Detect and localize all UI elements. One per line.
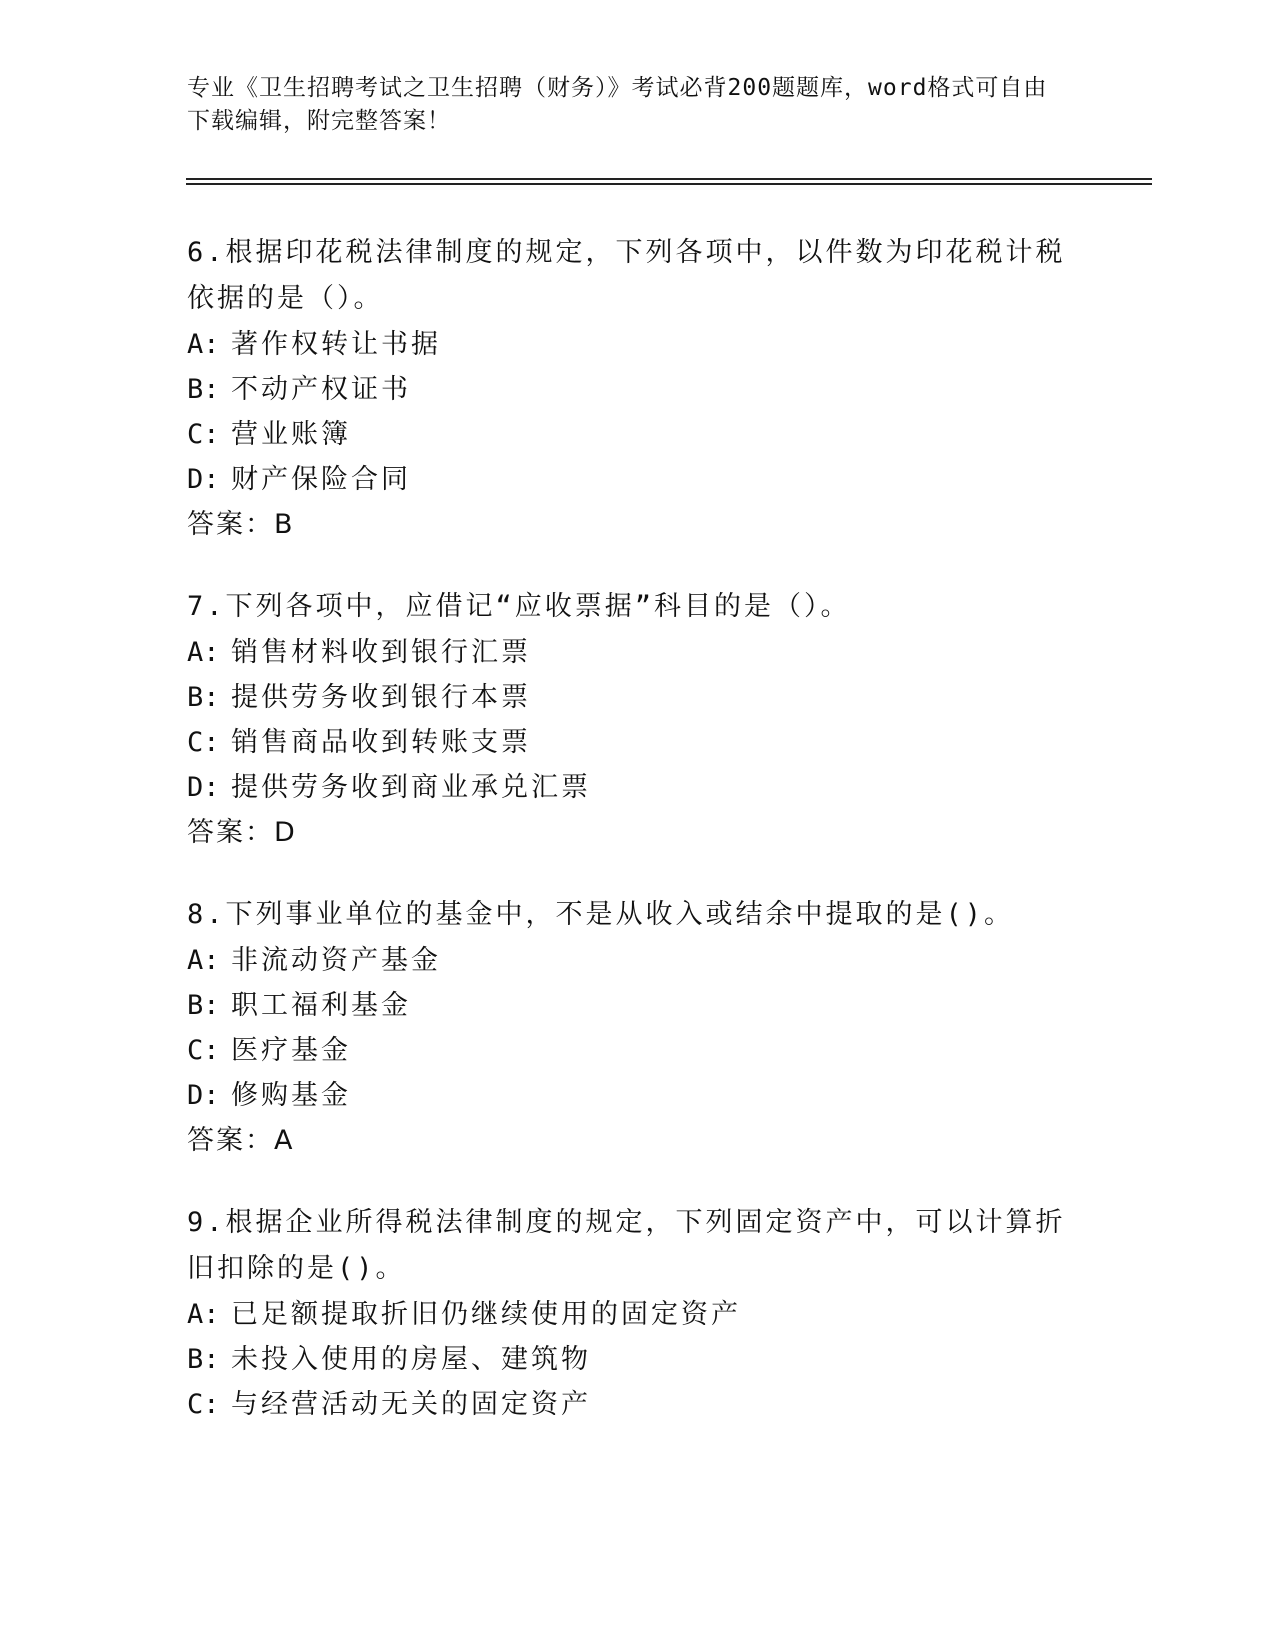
option-b [187,1337,1067,1382]
option-a [187,1292,1067,1337]
answer: 答案：D [187,817,297,848]
option-a [187,322,1067,367]
option-letter: B: [187,990,220,1021]
option-text: 不动产权证书 [231,374,411,405]
option-d [187,457,1067,502]
option-text: 医疗基金 [231,1035,351,1066]
option-letter: A: [187,1299,220,1330]
option-a [187,938,1067,983]
option-letter: D: [187,1080,220,1111]
option-text: 营业账簿 [231,419,351,450]
option-text: 提供劳务收到商业承兑汇票 [231,772,591,803]
option-letter: C: [187,1389,220,1420]
header-title: 专业《卫生招聘考试之卫生招聘（财务）》考试必背200题题库，word格式可自由下载编辑，附完整答案！ [187,75,1048,134]
option-letter: A: [187,329,220,360]
option-letter: B: [187,374,220,405]
option-c [187,720,1067,765]
option-text: 提供劳务收到银行本票 [231,682,531,713]
question-text: 6.根据印花税法律制度的规定，下列各项中，以件数为印花税计税依据的是（）。 [187,237,1066,314]
option-text: 著作权转让书据 [231,329,441,360]
option-d [187,1073,1067,1118]
option-letter: A: [187,945,220,976]
option-text: 职工福利基金 [231,990,411,1021]
option-text: 非流动资产基金 [231,945,441,976]
option-c [187,1028,1067,1073]
question-8 [187,892,1067,1164]
option-b [187,367,1067,412]
question-9 [187,1200,1067,1427]
option-letter: C: [187,1035,220,1066]
question-list [187,230,1067,1463]
option-b [187,675,1067,720]
option-c [187,1382,1067,1427]
option-letter: B: [187,682,220,713]
option-text: 未投入使用的房屋、建筑物 [231,1344,591,1375]
document-header [187,72,1067,138]
option-text: 财产保险合同 [231,464,411,495]
answer: 答案：A [187,1125,295,1156]
question-text: 8.下列事业单位的基金中，不是从收入或结余中提取的是()。 [187,899,1015,930]
option-text: 修购基金 [231,1080,351,1111]
option-letter: A: [187,637,220,668]
option-text: 已足额提取折旧仍继续使用的固定资产 [231,1299,741,1330]
answer: 答案：B [187,509,295,540]
option-letter: C: [187,419,220,450]
option-text: 销售材料收到银行汇票 [231,637,531,668]
option-a [187,630,1067,675]
option-letter: D: [187,772,220,803]
option-d [187,765,1067,810]
option-letter: C: [187,727,220,758]
option-letter: D: [187,464,220,495]
question-6 [187,230,1067,548]
option-c [187,412,1067,457]
question-text: 9.根据企业所得税法律制度的规定，下列固定资产中，可以计算折旧扣除的是()。 [187,1207,1066,1284]
option-text: 与经营活动无关的固定资产 [231,1389,591,1420]
question-7 [187,584,1067,856]
option-text: 销售商品收到转账支票 [231,727,531,758]
question-text: 7.下列各项中，应借记“应收票据”科目的是（）。 [187,591,851,622]
option-b [187,983,1067,1028]
header-double-rule [186,178,1152,185]
option-letter: B: [187,1344,220,1375]
